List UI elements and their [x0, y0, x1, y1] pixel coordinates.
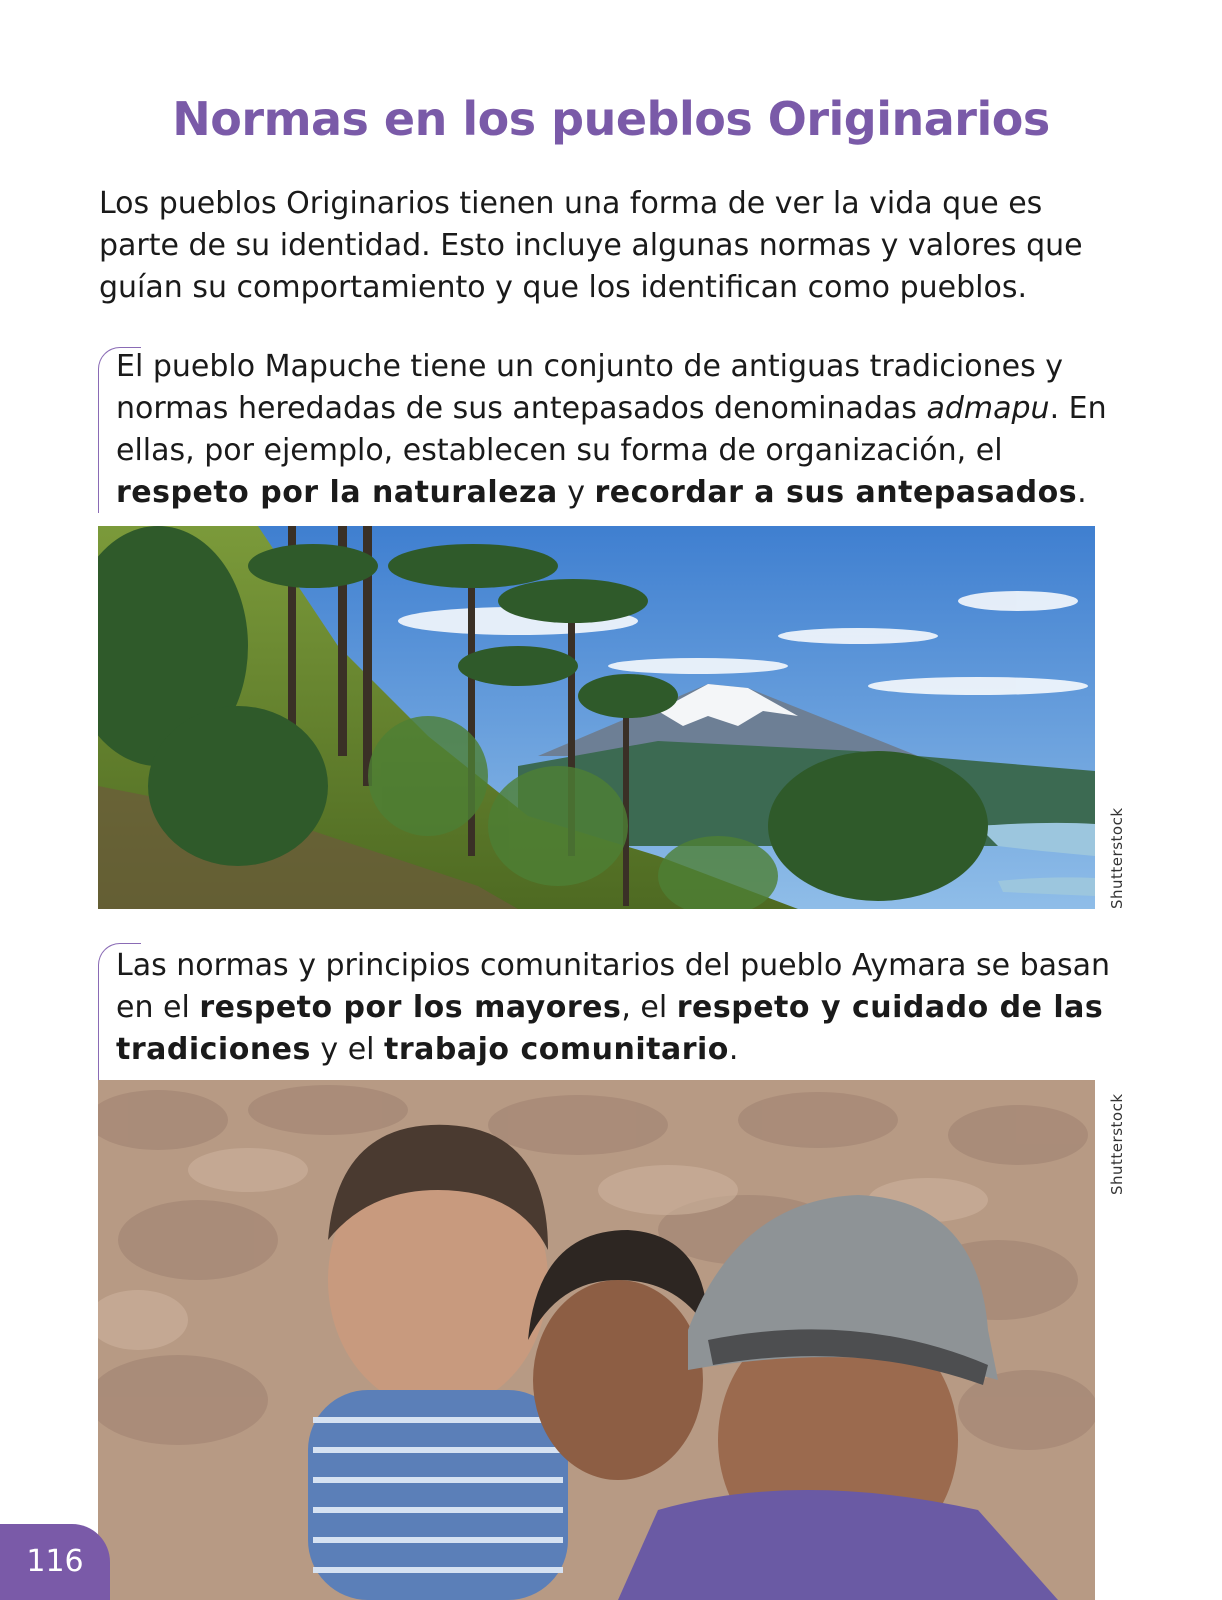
- aymara-bold-2: respeto y cuidado de las tradiciones: [116, 990, 1104, 1067]
- araucaria-landscape-photo: [98, 526, 1095, 909]
- admapu-term: admapu: [926, 391, 1050, 426]
- page-number: 116: [0, 1524, 110, 1600]
- photo-credit-1: Shutterstock: [1108, 807, 1126, 909]
- mapuche-paragraph: [116, 346, 1116, 514]
- mapuche-text-1: El pueblo Mapuche tiene un conjunto de antiguas tradiciones y normas heredadas de sus antepasados denominadas: [116, 349, 1064, 426]
- aymara-paragraph: [116, 945, 1116, 1071]
- mapuche-text-2: . En ellas, por ejemplo, establecen su forma de organización, el: [116, 391, 1107, 468]
- aymara-text-1: Las normas y principios comunitarios del pueblo Aymara se basan en el: [116, 948, 1111, 1025]
- family-illustration: [98, 1080, 1095, 1600]
- mapuche-bold-2: recordar a sus antepasados: [594, 475, 1078, 510]
- photo-credit-2: Shutterstock: [1108, 1093, 1126, 1195]
- landscape-illustration: [98, 526, 1095, 909]
- aymara-bold-3: trabajo comunitario: [384, 1032, 729, 1067]
- aymara-text-4: .: [728, 1032, 739, 1067]
- aymara-family-photo: [98, 1080, 1095, 1600]
- mapuche-text-3: y: [557, 475, 595, 510]
- mapuche-bold-1: respeto por la naturaleza: [116, 475, 558, 510]
- intro-paragraph: Los pueblos Originarios tienen una forma de ver la vida que es parte de su identidad. Esto incluye algunas normas y valores que guían su comportamiento y que los identifican como pueblos.: [99, 186, 1083, 305]
- page-title: Normas en los pueblos Originarios: [172, 92, 1050, 146]
- aymara-bold-1: respeto por los mayores: [199, 990, 622, 1025]
- aymara-text-2: , el: [621, 990, 677, 1025]
- mapuche-text-4: .: [1077, 475, 1087, 510]
- aymara-text-3: y el: [310, 1032, 385, 1067]
